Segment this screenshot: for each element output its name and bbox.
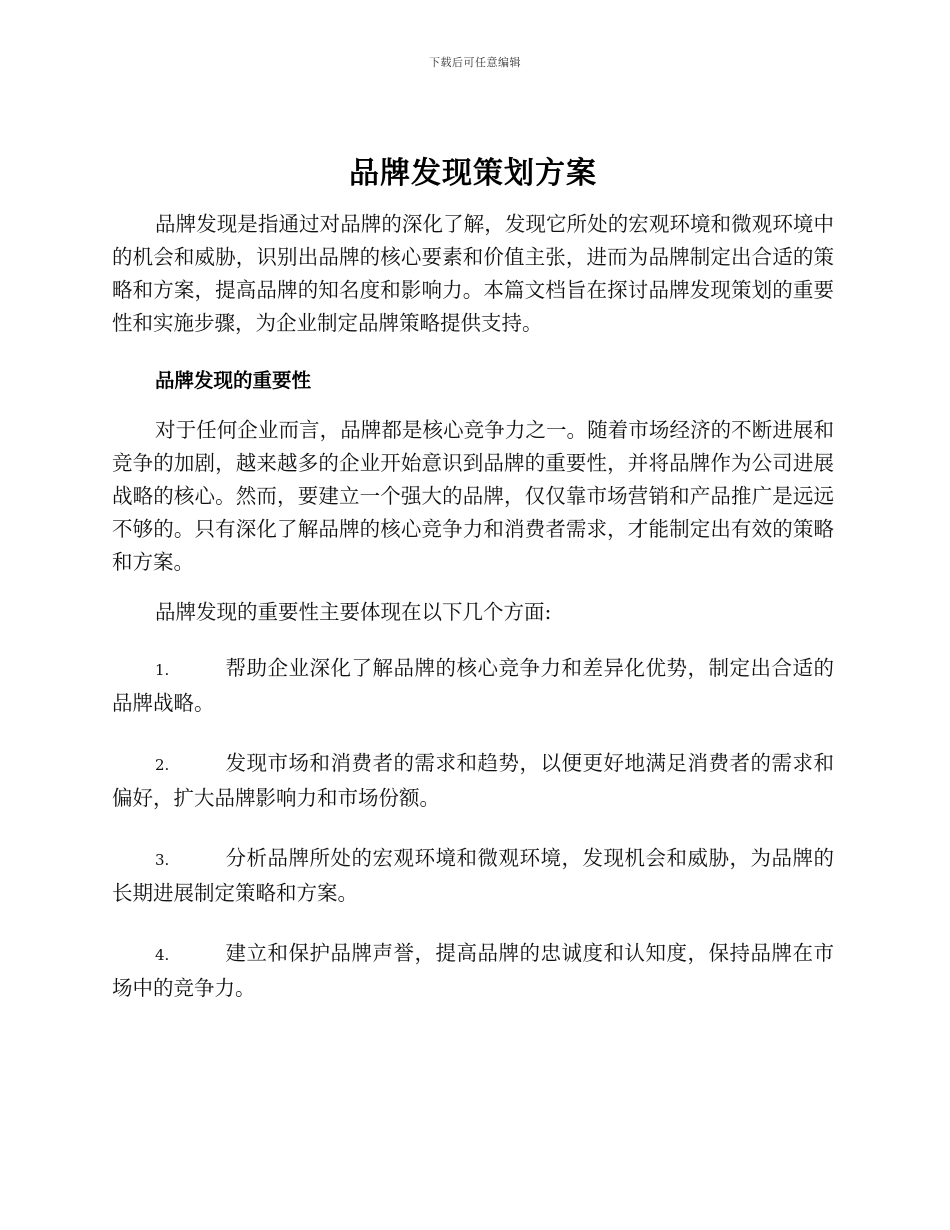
header-note: 下载后可任意编辑 (429, 56, 521, 69)
importance-list-intro: 品牌发现的重要性主要体现在以下几个方面: (155, 600, 552, 624)
list-item-number: 3. (155, 851, 170, 869)
list-item-text: 帮助企业深化了解品牌的核心竞争力和差异化优势，制定出合适的品牌战略。 (112, 656, 834, 715)
list-item-number: 1. (155, 661, 170, 679)
list-item (112, 842, 834, 910)
list-item-text: 发现市场和消费者的需求和趋势，以便更好地满足消费者的需求和偏好，扩大品牌影响力和市场份额。 (112, 751, 834, 810)
section-heading-importance: 品牌发现的重要性 (155, 369, 312, 392)
list-item (112, 747, 834, 815)
list-item-number: 2. (155, 756, 170, 774)
list-item (112, 652, 834, 720)
importance-paragraph: 对于任何企业而言，品牌都是核心竞争力之一。随着市场经济的不断进展和竞争的加剧，越来越多的企业开始意识到品牌的重要性，并将品牌作为公司进展战略的核心。然而，要建立一个强大的品牌，仅仅靠市场营销和产品推广是远远不够的。只有深化了解品牌的核心竞争力和消费者需求，才能制定出有效的策略和方案。 (112, 418, 834, 574)
list-item-text: 建立和保护品牌声誉，提高品牌的忠诚度和认知度，保持品牌在市场中的竞争力。 (112, 941, 834, 1000)
intro-paragraph: 品牌发现是指通过对品牌的深化了解，发现它所处的宏观环境和微观环境中的机会和威胁，识别出品牌的核心要素和价值主张，进而为品牌制定出合适的策略和方案，提高品牌的知名度和影响力。本篇文档旨在探讨品牌发现策划的重要性和实施步骤，为企业制定品牌策略提供支持。 (112, 212, 834, 335)
list-item-text: 分析品牌所处的宏观环境和微观环境，发现机会和威胁，为品牌的长期进展制定策略和方案。 (112, 846, 834, 905)
list-item-number: 4. (155, 946, 170, 964)
document-body (112, 150, 834, 1005)
list-item (112, 937, 834, 1005)
document-title: 品牌发现策划方案 (349, 156, 597, 191)
